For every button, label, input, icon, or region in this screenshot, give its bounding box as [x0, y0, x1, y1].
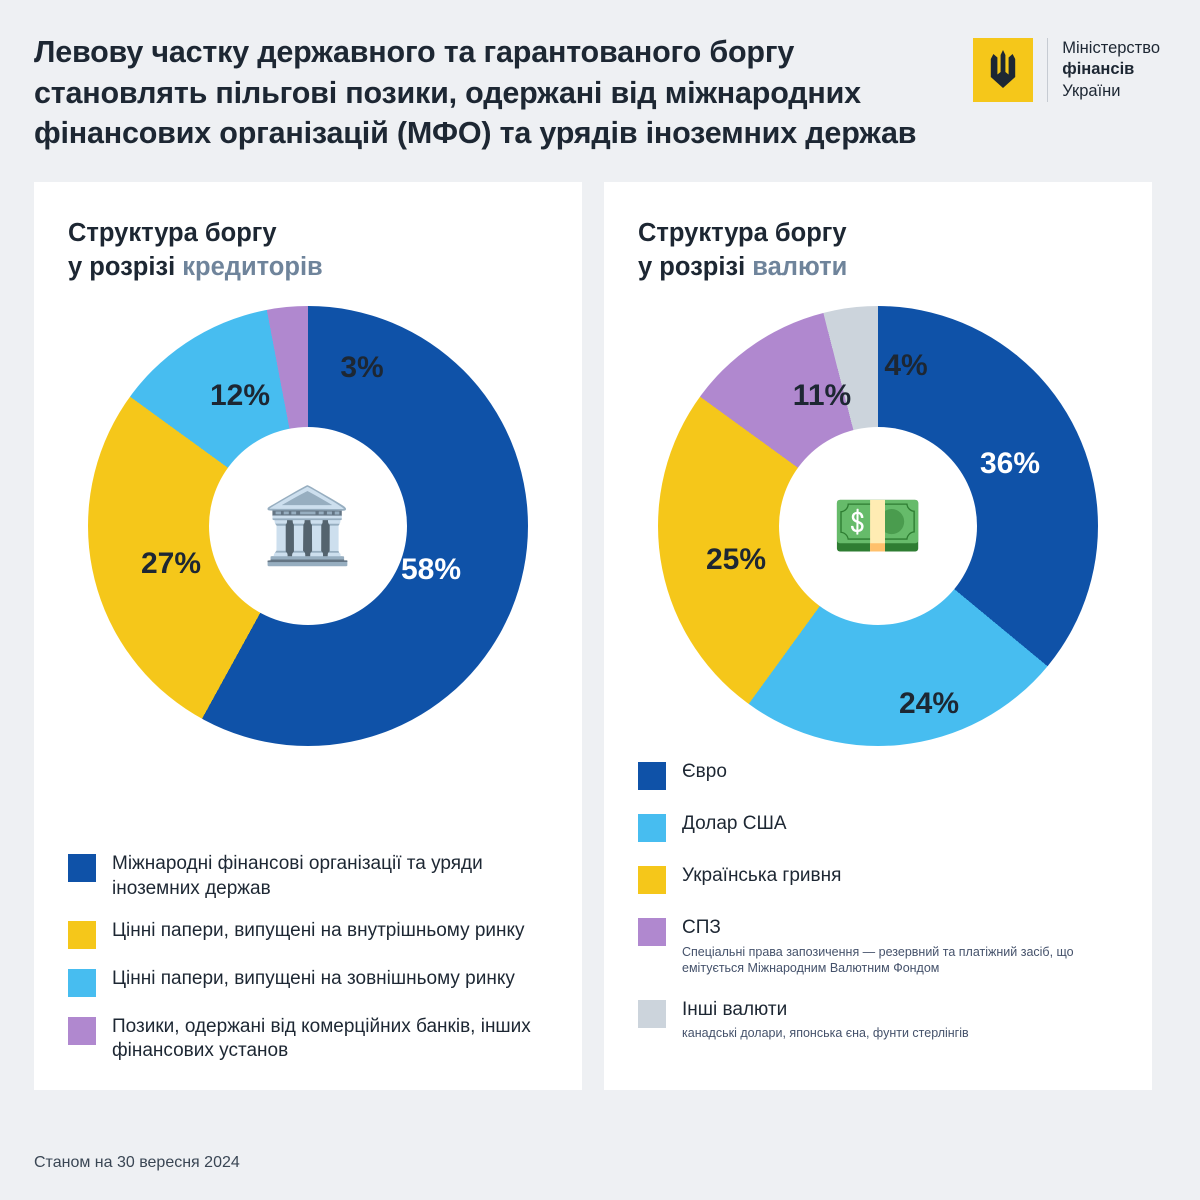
- legend-swatch-other-currencies: [638, 1000, 666, 1028]
- creditors-donut-chart: [88, 306, 528, 746]
- creditors-card: [34, 182, 582, 1090]
- ministry-logo-text: [1047, 38, 1160, 101]
- legend-item: [68, 1015, 548, 1064]
- currency-title-line-2: [638, 250, 1118, 284]
- currency-legend: [638, 760, 1118, 1063]
- legend-label-uah: Українська гривня: [682, 865, 842, 887]
- legend-item: [638, 916, 1118, 976]
- creditors-slice-label-1: 27%: [140, 547, 202, 580]
- legend-swatch-usd: [638, 814, 666, 842]
- legend-label-ifi: Міжнародні фінансові організації та уряди іноземних держав: [112, 853, 483, 899]
- legend-item: [68, 852, 548, 901]
- header: [34, 32, 1166, 154]
- page-title: Левову частку державного та гарантованого боргу становлять пільгові позики, одержані від міжнародних фінансових організацій (МФО) та урядів іноземних держав: [34, 35, 917, 151]
- legend-item: [68, 967, 548, 997]
- legend-item: [638, 998, 1118, 1042]
- legend-item: [638, 760, 1118, 790]
- currency-slice-label-0: 36%: [979, 447, 1041, 480]
- logo-line-3: України: [1062, 81, 1121, 100]
- legend-label-other-currencies: Інші валюти: [682, 999, 788, 1021]
- charts-row: [34, 182, 1166, 1090]
- banknotes-icon: 💵: [779, 427, 977, 625]
- currency-slice-label-1: 24%: [898, 687, 960, 720]
- currency-donut-chart: [658, 306, 1098, 746]
- legend-note-other-currencies: канадські долари, японська єна, фунти стерлінгів: [682, 1026, 969, 1041]
- logo-line-1: Міністерство: [1062, 39, 1160, 58]
- legend-label-external-securities: Цінні папери, випущені на зовнішньому ринку: [112, 968, 515, 990]
- creditors-title-prefix: у розрізі: [68, 252, 183, 281]
- ministry-logo: [973, 38, 1160, 102]
- legend-item: [638, 864, 1118, 894]
- currency-slice-label-4: 4%: [884, 349, 928, 382]
- bank-icon: 🏛️: [209, 427, 407, 625]
- creditors-slice-label-0: 58%: [400, 553, 462, 586]
- legend-swatch-ifi: [68, 854, 96, 882]
- creditors-card-title: [68, 216, 548, 284]
- creditors-title-line-2: [68, 250, 548, 284]
- currency-card: [604, 182, 1152, 1090]
- legend-label-usd: Долар США: [682, 813, 787, 835]
- currency-title-line-1: Структура боргу: [638, 218, 847, 247]
- creditors-slice-label-3: 3%: [340, 351, 384, 384]
- creditors-slice-label-2: 12%: [209, 379, 271, 412]
- creditors-title-accent: кредиторів: [182, 252, 323, 281]
- legend-swatch-commercial-banks: [68, 1017, 96, 1045]
- creditors-title-line-1: Структура боргу: [68, 218, 277, 247]
- creditors-legend: [68, 852, 548, 1063]
- logo-line-2: фінансів: [1062, 60, 1135, 79]
- currency-title-prefix: у розрізі: [638, 252, 753, 281]
- legend-label-euro: Євро: [682, 761, 727, 783]
- legend-swatch-domestic-securities: [68, 921, 96, 949]
- currency-card-title: [638, 216, 1118, 284]
- legend-swatch-external-securities: [68, 969, 96, 997]
- legend-note-sdr: Спеціальні права запозичення — резервний та платіжний засіб, що емітується Міжнародним Валютним Фондом: [682, 944, 1074, 975]
- legend-label-commercial-banks: Позики, одержані від комерційних банків, інших фінансових установ: [112, 1016, 531, 1062]
- currency-slice-label-3: 11%: [792, 379, 852, 412]
- legend-item: [638, 812, 1118, 842]
- legend-label-sdr: СПЗ: [682, 917, 721, 939]
- currency-slice-label-2: 25%: [705, 543, 767, 576]
- currency-title-accent: валюти: [752, 252, 848, 281]
- legend-item: [68, 919, 548, 949]
- legend-swatch-uah: [638, 866, 666, 894]
- as-of-date: Станом на 30 вересня 2024: [34, 1154, 240, 1171]
- legend-label-domestic-securities: Цінні папери, випущені на внутрішньому ринку: [112, 920, 525, 942]
- legend-swatch-euro: [638, 762, 666, 790]
- ukraine-trident-icon: [973, 38, 1033, 102]
- legend-swatch-sdr: [638, 918, 666, 946]
